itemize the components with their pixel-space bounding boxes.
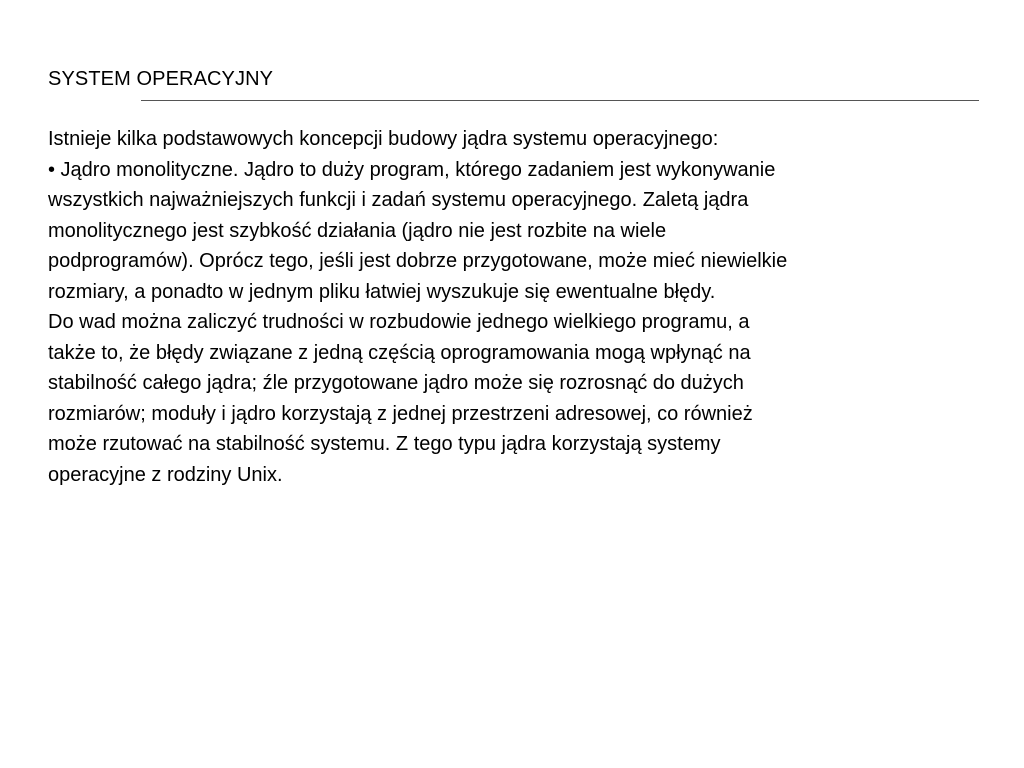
body-line: wszystkich najważniejszych funkcji i zadań systemu operacyjnego. Zaletą jądra [48,189,749,211]
body-line: rozmiary, a ponadto w jednym pliku łatwiej wyszukuje się ewentualne błędy. [48,280,716,303]
body-line: także to, że błędy związane z jedną częścią oprogramowania mogą wpłynąć na [48,341,751,364]
title-divider [141,100,979,101]
body-line-intro: Istnieje kilka podstawowych koncepcji budowy jądra systemu operacyjnego: [48,128,719,150]
body-line: rozmiarów; moduły i jądro korzystają z jednej przestrzeni adresowej, co również [48,402,753,425]
body-line: operacyjne z rodziny Unix. [48,463,283,486]
body-line: stabilność całego jądra; źle przygotowane jądro może się rozrosnąć do dużych [48,372,744,394]
body-line: monolitycznego jest szybkość działania (jądro nie jest rozbite na wiele [48,219,667,242]
body-line: podprogramów). Oprócz tego, jeśli jest dobrze przygotowane, może mieć niewielkie [48,250,788,272]
body-line-bullet: • Jądro monolityczne. Jądro to duży program, którego zadaniem jest wykonywanie [48,158,776,181]
slide-body [48,124,1008,490]
slide-title: SYSTEM OPERACYJNY [48,68,274,90]
body-line: może rzutować na stabilność systemu. Z tego typu jądra korzystają systemy [48,433,721,455]
body-line: Do wad można zaliczyć trudności w rozbudowie jednego wielkiego programu, a [48,311,750,333]
